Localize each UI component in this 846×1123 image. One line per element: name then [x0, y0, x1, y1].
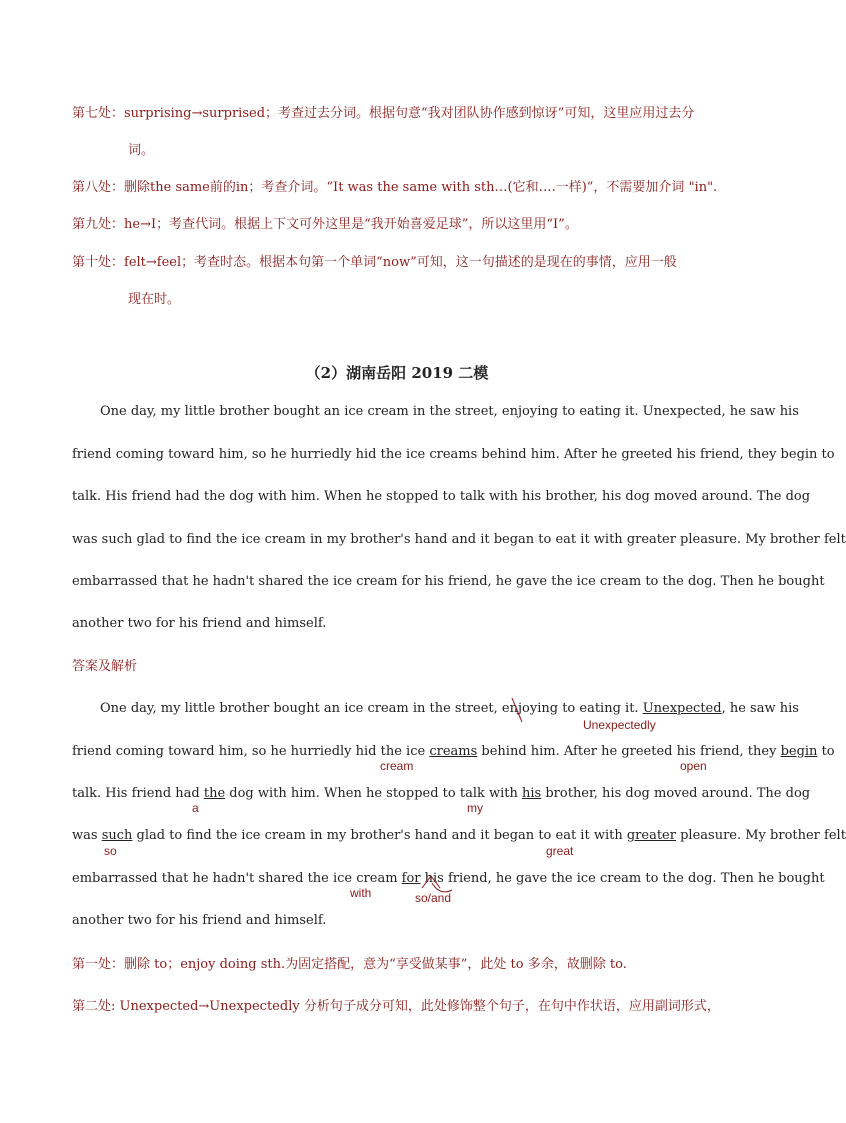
- note-label: 第八处：: [72, 180, 125, 195]
- error-word: Unexpected: [642, 701, 722, 716]
- error-word: greater: [626, 828, 676, 843]
- section-title: （2）湖南岳阳 2019 二模: [305, 364, 489, 382]
- passage-line: another two for his friend and himself.: [72, 616, 327, 631]
- deletion-slash: [512, 698, 522, 722]
- correction-open: open: [680, 759, 707, 773]
- note-text: 删除 to；enjoy doing sth.为固定搭配，意为“享受做某事”，此处 to 多余，故删除 to.: [124, 957, 627, 972]
- text-run: his friend: [420, 871, 488, 886]
- error-word: such: [101, 828, 133, 843]
- text-run: embarrassed that he hadn't shared the ice cream: [72, 871, 402, 886]
- note-1: [72, 957, 627, 973]
- correction-my: my: [467, 801, 483, 815]
- error-word: creams: [429, 744, 478, 759]
- note-2: [72, 999, 720, 1015]
- note-7-cont: 词。: [128, 143, 155, 158]
- correction-unexpectedly: Unexpectedly: [583, 718, 656, 732]
- text-run: pleasure. My brother felt: [675, 828, 846, 843]
- correction-cream: cream: [380, 759, 414, 773]
- corrected-line-6: another two for his friend and himself.: [72, 913, 327, 928]
- note-label: 第九处：: [72, 217, 125, 232]
- passage-line: was such glad to find the ice cream in my brother's hand and it began to eat it with greater pleasure. My brother felt: [72, 532, 846, 547]
- note-text: felt→feel；考查时态。根据本句第一个单词“now”可知，这一句描述的是现在的事情，应用一般: [124, 255, 677, 270]
- text-run: , he saw his: [721, 701, 799, 716]
- error-word: for: [401, 871, 421, 886]
- error-word: the: [203, 786, 226, 801]
- correction-a: a: [192, 801, 199, 815]
- error-word: his: [522, 786, 542, 801]
- passage-line: friend coming toward him, so he hurriedly hid the ice creams behind him. After he greeted his friend, they begin to: [72, 447, 835, 462]
- note-label: 第七处：: [72, 106, 125, 121]
- passage-line: One day, my little brother bought an ice cream in the street, enjoying to eating it. Unexpected, he saw his: [100, 404, 799, 419]
- text-run: to: [817, 744, 835, 759]
- note-label: 第十处：: [72, 255, 125, 270]
- note-label: 第一处：: [72, 957, 125, 972]
- correction-with: with: [350, 886, 372, 900]
- text-run: One day, my little brother bought an ice cream in the street, enjoying: [100, 701, 563, 716]
- text-run: friend coming toward him, so he hurriedly hid the ice: [72, 744, 430, 759]
- text-run: talk. His friend had: [72, 786, 204, 801]
- correction-great: great: [546, 844, 574, 858]
- note-text: Unexpected→Unexpectedly 分析句子成分可知，此处修饰整个句子，在句中作状语，应用副词形式，: [115, 999, 720, 1014]
- correction-so: so: [104, 844, 117, 858]
- text-run: eating it.: [575, 701, 643, 716]
- insertion-caret: [422, 876, 440, 888]
- text-run: was: [72, 828, 102, 843]
- note-label: 第二处:: [72, 999, 116, 1014]
- correction-so-and: so/and: [415, 891, 452, 905]
- error-word: begin: [780, 744, 818, 759]
- note-text: surprising→surprised；考查过去分词。根据句意“我对团队协作感到惊讶”可知，这里应用过去分: [124, 106, 695, 121]
- answer-heading: 答案及解析: [72, 659, 138, 674]
- comma-mark: ,: [487, 871, 492, 886]
- note-10-cont: 现在时。: [128, 292, 181, 307]
- text-run: glad to find the ice cream in my brother's hand and it began to eat it with: [132, 828, 627, 843]
- note-text: he→I；考查代词。根据上下文可外这里是“我开始喜爱足球”，所以这里用“I”。: [124, 217, 578, 232]
- passage-line: talk. His friend had the dog with him. When he stopped to talk with his brother, his dog moved around. The dog: [72, 489, 811, 504]
- text-run: dog with him. When he stopped to talk with: [225, 786, 523, 801]
- note-text: 删除the same前的in；考查介词。“It was the same with sth…(它和….一样)”，不需要加介词 "in".: [124, 180, 718, 195]
- passage-line: embarrassed that he hadn't shared the ice cream for his friend, he gave the ice cream to the dog. Then he bought: [72, 574, 825, 589]
- text-run: behind him. After he greeted his friend, they: [477, 744, 781, 759]
- text-run: he gave the ice cream to the dog. Then he bought: [491, 871, 825, 886]
- text-run: brother, his dog moved around. The dog: [541, 786, 811, 801]
- deleted-word: to: [562, 701, 576, 716]
